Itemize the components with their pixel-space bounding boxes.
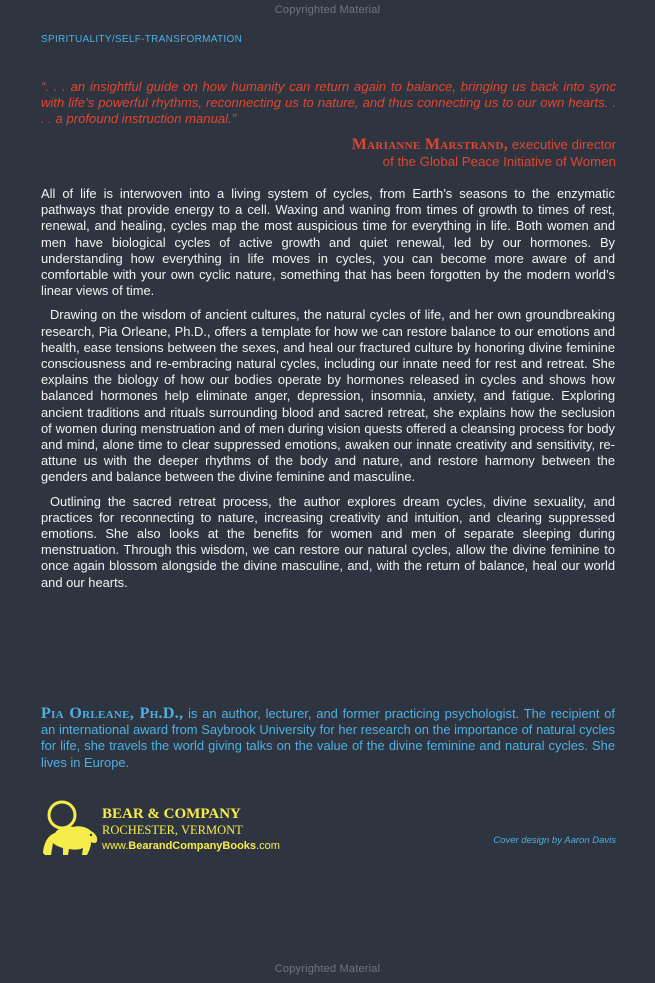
category-label: SPIRITUALITY/SELF-TRANSFORMATION: [41, 34, 243, 45]
description-paragraph-3: Outlining the sacred retreat process, the author explores dream cycles, divine sexuality, and practices for reconnecting to nature, increasing creativity and intuition, and clearing suppressed emotions. She also looks at the benefits for women and men of separate sleeping during menstruation. Through this wisdom, we can restore our natural cycles, allow the divine feminine to once again blossom alongside the divine masculine, and, with the return of balance, heal our world and our hearts.: [41, 493, 615, 590]
bear-icon: [41, 797, 99, 859]
quote-author-title-2: of the Global Peace Initiative of Women: [382, 154, 616, 169]
watermark-bottom: Copyrighted Material: [274, 963, 381, 975]
endorsement-quote: “. . . an insightful guide on how humanity can return again to balance, bringing us back into sync with life’s powerful rhythms, reconnecting us to nature, and thus connecting us to our own hearts. . . . a profound instruction manual.”: [41, 79, 616, 126]
publisher-block: [102, 806, 280, 854]
url-suffix: .com: [256, 840, 280, 852]
url-main: BearandCompanyBooks: [128, 840, 257, 852]
quote-author: Marianne Marstrand,: [351, 136, 509, 153]
publisher-name: BEAR & COMPANY: [102, 806, 241, 822]
author-bio-text: is an author, lecturer, and former practicing psychologist. The recipient of an international award from Saybrook University for her research on the importance of natural cycles for life, she travels the world giving talks on the value of the divine feminine and natural cycles. She lives in Europe.: [41, 706, 615, 770]
watermark-top: Copyrighted Material: [274, 4, 381, 16]
publisher-url[interactable]: [102, 838, 280, 854]
cover-credit: Cover design by Aaron Davis: [493, 835, 616, 846]
publisher-city: ROCHESTER, VERMONT: [102, 823, 243, 837]
author-name: Pia Orleane, Ph.D.,: [41, 705, 184, 722]
description-paragraph-1: All of life is interwoven into a living system of cycles, from Earth’s seasons to the enzymatic pathways that provide energy to a cell. Waxing and waning from times of growth to times of rest, renewal, and healing, cycles map the most auspicious time for everything in life. Both women and men have biological cycles of active growth and quiet renewal, led by our hormones. By understanding how everything in life moves in cycles, you can become more aware of and comfortable with your own cyclic nature, something that has been forgotten by the modern world’s linear views of time.: [41, 186, 615, 299]
quote-attribution: [230, 136, 616, 170]
author-bio: [41, 706, 615, 771]
url-prefix: www.: [102, 840, 129, 852]
book-description: [41, 186, 615, 599]
quote-author-title-1: executive director: [511, 137, 616, 152]
description-paragraph-2: Drawing on the wisdom of ancient cultures, the natural cycles of life, and her own groundbreaking research, Pia Orleane, Ph.D., offers a template for how we can restore balance to our emotions and health, ease tensions between the sexes, and heal our fractured culture by honoring divine feminine consciousness and re-embracing natural cycles, including our innate need for rest and retreat. She explains the biology of how our bodies operate by hormones released in cycles and shows how balanced hormones help eliminate anger, depression, insomnia, anxiety, and fatigue. Exploring ancient traditions and rituals surrounding blood and sacred retreat, she explains how the seclusion of women during menstruation and of men during vision quests offered a cleansing process for body and mind, alone time to clear suppressed emotions, awaken our innate creativity and sensitivity, re-attune us with the deeper rhythms of the body and nature, and restore harmony between the genders and balance between the divine feminine and masculine.: [41, 307, 615, 485]
